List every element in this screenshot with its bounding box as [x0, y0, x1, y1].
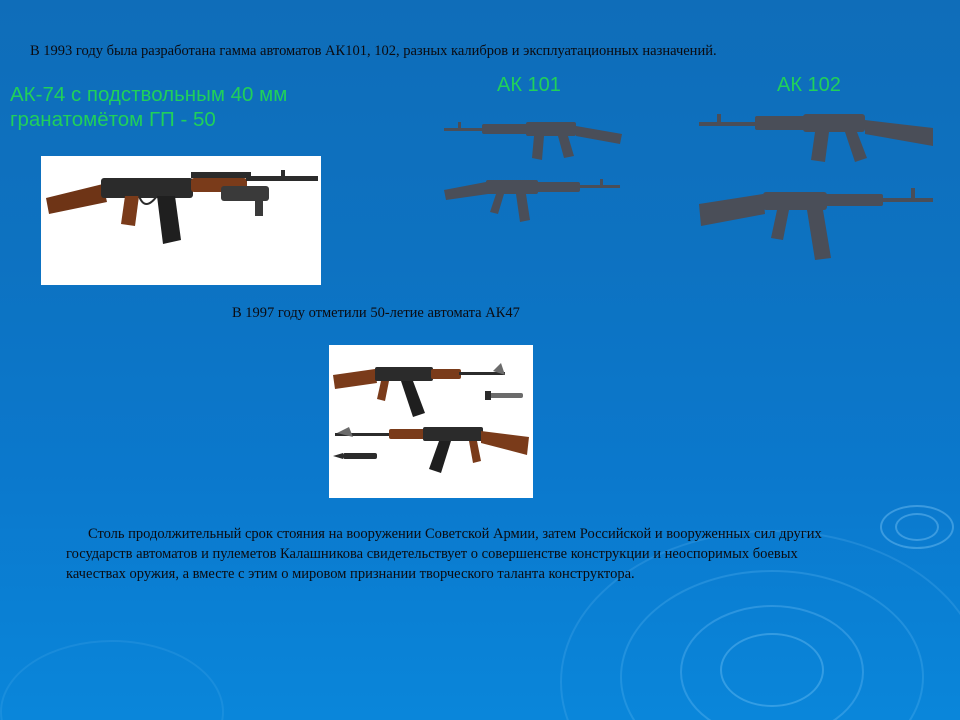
anniversary-text: В 1997 году отметили 50-летие автомата АК47 [232, 305, 520, 321]
ak101-rifles-image [440, 112, 625, 227]
ak101-rifle-icon [440, 112, 625, 227]
ak102-rifles-image [697, 104, 937, 264]
water-ripple-decoration [0, 640, 224, 720]
ak102-label: АК 102 [777, 74, 841, 96]
ak74-photo [41, 156, 321, 285]
ak102-rifle-icon [697, 104, 937, 264]
water-ripple-decoration [720, 633, 824, 707]
ak74-caption: АК-74 с подствольным 40 мм гранатомётом ГП - 50 [10, 83, 288, 131]
closing-paragraph: Столь продолжительный срок стояния на вооружении Советской Армии, затем Российской и вооруженных сил других государств автоматов и пулеметов Калашникова свидетельствует о совершенстве конструкции и неоспоримых боевых качествах оружия, а вместе с этим о мировом признании творческого таланта конструктора. [66, 526, 822, 582]
water-ripple-decoration [895, 513, 939, 541]
ak47-photo [329, 345, 533, 498]
slide-headline: В 1993 году была разработана гамма автоматов АК101, 102, разных калибров и эксплуатационных назначений. [30, 43, 717, 59]
ak74-rifle-icon [41, 156, 321, 285]
ak47-rifles-icon [329, 345, 533, 498]
ak101-label: АК 101 [497, 74, 561, 96]
